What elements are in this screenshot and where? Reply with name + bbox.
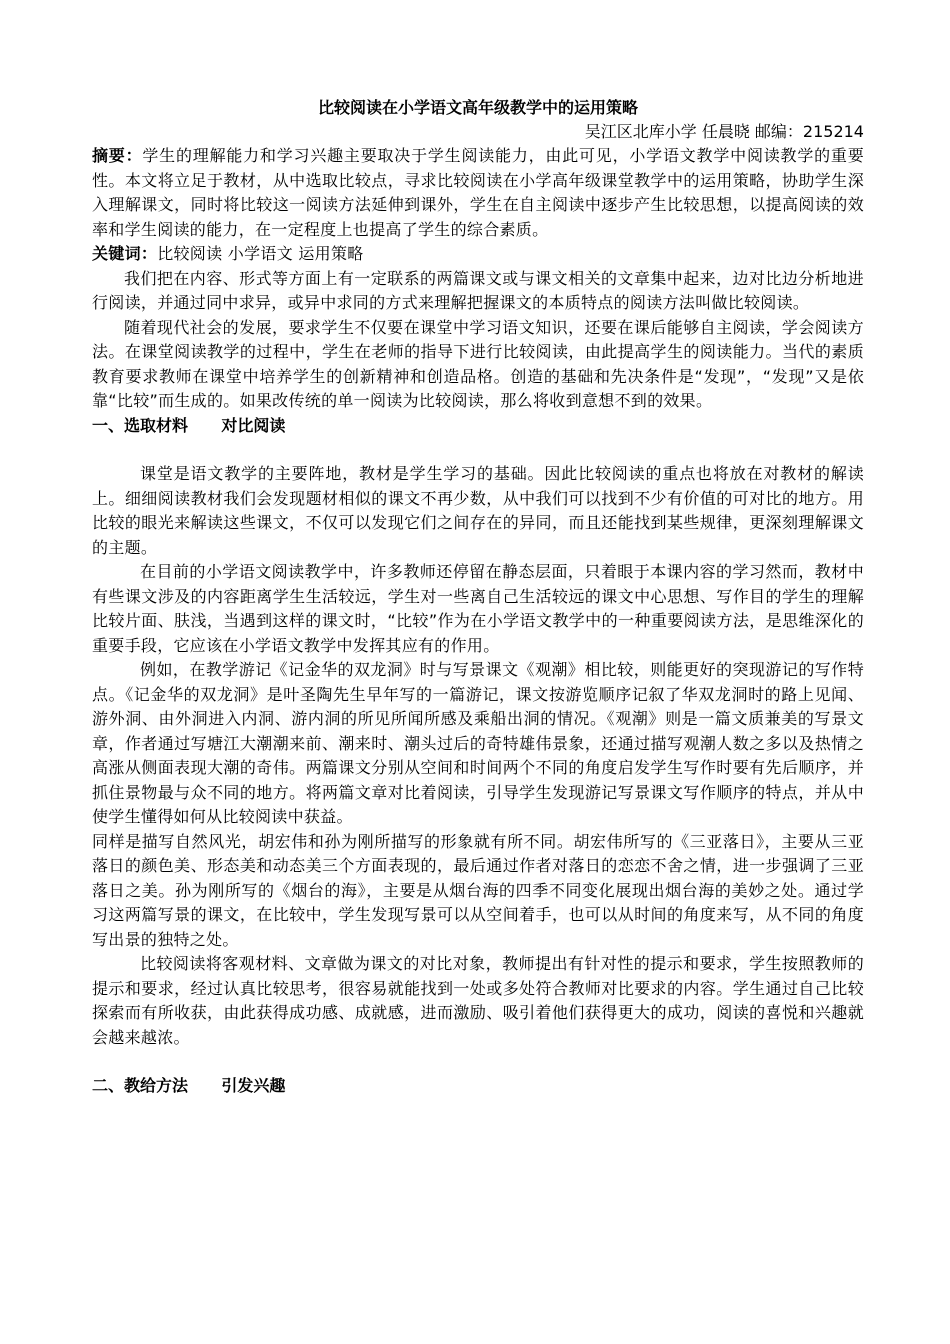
section-2-heading: 二、教给方法 引发兴趣 <box>92 1076 286 1095</box>
section-1-paragraph-4: 同样是描写自然风光，胡宏伟和孙为刚所描写的形象就有所不同。胡宏伟所写的《三亚落日》，主要从三亚落日的颜色美、形态美和动态美三个方面表现的，最后通过作者对落日的恋恋不舍之情，进一步强调了三亚落日之美。孙为刚所写的《烟台的海》，主要是从烟台海的四季不同变化展现出烟台海的美妙之处。通过学习这两篇写景的课文，在比较中，学生发现写景可以从空间着手，也可以从时间的角度来写，从不同的角度写出景的独特之处。 <box>92 831 864 949</box>
section-1-paragraph-2: 在目前的小学语文阅读教学中，许多教师还停留在静态层面，只着眼于本课内容的学习然而，教材中有些课文涉及的内容距离学生生活较远，学生对一些离自己生活较远的课文中心思想、写作目的学生的理解比较片面、肤浅，当遇到这样的课文时，“比较”作为在小学语文教学中的一种重要阅读方法，是思维深化的重要手段，它应该在小学语文教学中发挥其应有的作用。 <box>92 562 864 655</box>
section-1-paragraph-3: 例如，在教学游记《记金华的双龙洞》时与写景课文《观潮》相比较，则能更好的突现游记的写作特点。《记金华的双龙洞》是叶圣陶先生早年写的一篇游记，课文按游览顺序记叙了华双龙洞时的路上见闻、游外洞、由外洞进入内洞、游内洞的所见所闻所感及乘船出洞的情况。《观潮》则是一篇文质兼美的写景文章，作者通过写塘江大潮潮来前、潮来时、潮头过后的奇特雄伟景象，还通过描写观潮人数之多以及热情之高涨从侧面表现大潮的奇伟。两篇课文分别从空间和时间两个不同的角度启发学生写作时要有先后顺序，并抓住景物最与众不同的地方。将两篇文章对比着阅读，引导学生发现游记写景课文写作顺序的特点，并从中使学生懂得如何从比较阅读中获益。 <box>92 660 864 826</box>
abstract-paragraph <box>92 144 864 242</box>
document-page <box>92 96 864 1099</box>
author-line: 吴江区北库小学 任晨晓 邮编：215214 <box>584 122 864 141</box>
intro-paragraph-2: 随着现代社会的发展，要求学生不仅要在课堂中学习语文知识，还要在课后能够自主阅读，学会阅读方法。在课堂阅读教学的过程中，学生在老师的指导下进行比较阅读，由此提高学生的阅读能力。当代的素质教育要求教师在课堂中培养学生的创新精神和创造品格。创造的基础和先决条件是“发现”，“发现”又是依靠“比较”而生成的。如果改传统的单一阅读为比较阅读，那么将收到意想不到的效果。 <box>92 317 864 410</box>
blank-line <box>92 1050 864 1074</box>
keywords-paragraph <box>92 242 864 267</box>
document-title: 比较阅读在小学语文高年级教学中的运用策略 <box>317 98 638 117</box>
abstract-text: 学生的理解能力和学习兴趣主要取决于学生阅读能力，由此可见，小学语文教学中阅读教学的重要性。本文将立足于教材，从中选取比较点，寻求比较阅读在小学高年级课堂教学中的运用策略，协助学生深入理解课文，同时将比较这一阅读方法延伸到课外，学生在自主阅读中逐步产生比较思想，以提高阅读的效率和学生阅读的能力，在一定程度上也提高了学生的综合素质。 <box>92 146 864 239</box>
keywords-text: 比较阅读 小学语文 运用策略 <box>157 244 364 263</box>
section-1-paragraph-1: 课堂是语文教学的主要阵地，教材是学生学习的基础。因此比较阅读的重点也将放在对教材的解读上。细细阅读教材我们会发现题材相似的课文不再少数，从中我们可以找到不少有价值的可对比的地方。用比较的眼光来解读这些课文，不仅可以发现它们之间存在的异同，而且还能找到某些规律，更深刻理解课文的主题。 <box>92 464 864 557</box>
section-1-paragraph-5: 比较阅读将客观材料、文章做为课文的对比对象，教师提出有针对性的提示和要求，学生按照教师的提示和要求，经过认真比较思考，很容易就能找到一处或多处符合教师对比要求的内容。学生通过自己比较探索而有所收获，由此获得成功感、成就感，进而激励、吸引着他们获得更大的成功，阅读的喜悦和兴趣就会越来越浓。 <box>92 954 864 1047</box>
keywords-label: 关键词： <box>92 244 158 263</box>
section-1-heading: 一、选取材料 对比阅读 <box>92 415 286 435</box>
abstract-label: 摘要： <box>92 146 143 165</box>
intro-paragraph-1: 我们把在内容、形式等方面上有一定联系的两篇课文或与课文相关的文章集中起来，边对比边分析地进行阅读，并通过同中求异，或异中求同的方式来理解把握课文的本质特点的阅读方法叫做比较阅读。 <box>92 268 864 312</box>
blank-line <box>92 438 864 462</box>
